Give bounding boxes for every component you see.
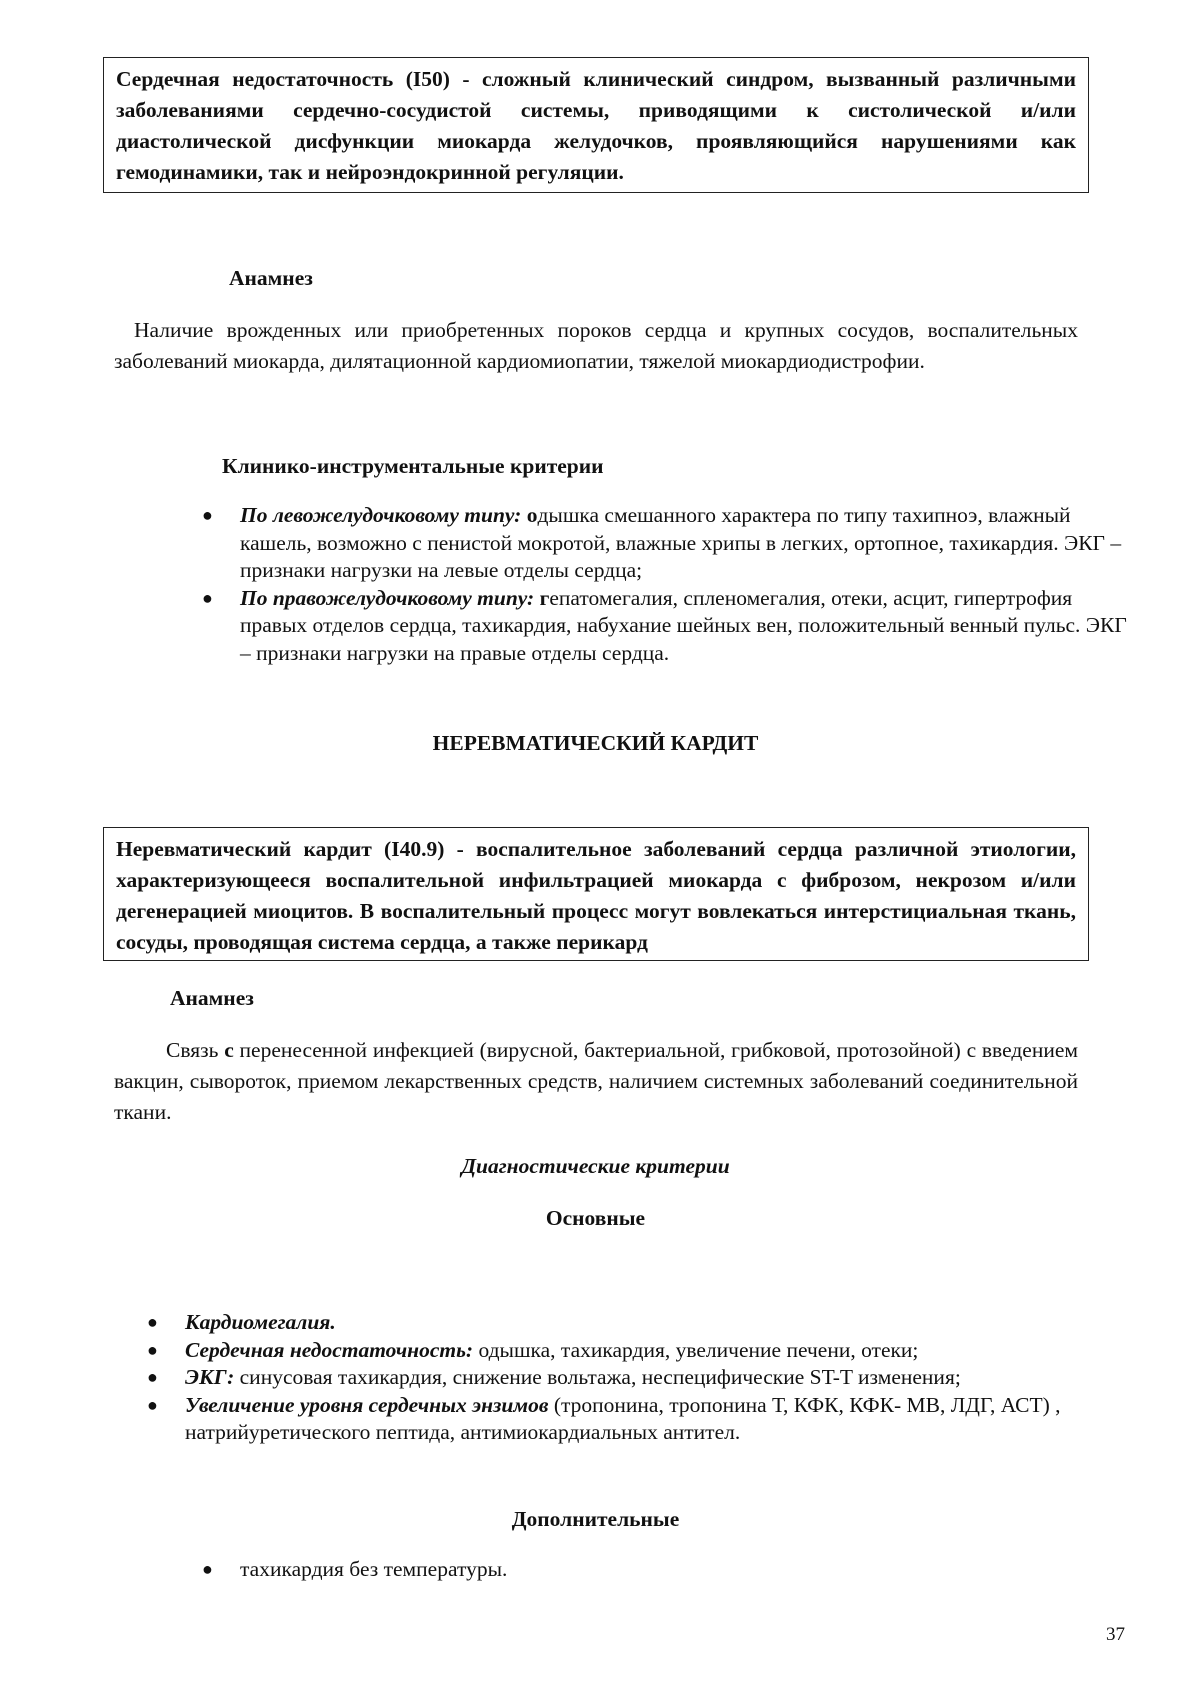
anamnesis-bold: с xyxy=(224,1038,234,1062)
criterion-label: Сердечная недостаточность: xyxy=(185,1337,474,1362)
bullet-icon: ● xyxy=(147,1367,158,1387)
list-item xyxy=(202,1556,1102,1584)
carditis-anamnesis-text xyxy=(114,1035,1078,1128)
carditis-anamnesis-title: Анамнез xyxy=(170,986,254,1010)
list-item xyxy=(147,1392,1127,1447)
list-item xyxy=(147,1309,1127,1337)
heart-failure-criteria-list xyxy=(202,502,1142,667)
bullet-icon: ● xyxy=(202,1559,213,1579)
page-number: 37 xyxy=(1106,1624,1125,1645)
heart-failure-anamnesis-title: Анамнез xyxy=(229,266,313,290)
criterion-label: ЭКГ: xyxy=(185,1365,235,1389)
bullet-icon: ● xyxy=(202,505,213,525)
criterion-text: одышка, тахикардия, увеличение печени, отеки; xyxy=(473,1337,919,1362)
bullet-icon: ● xyxy=(202,587,213,608)
bullet-icon: ● xyxy=(147,1339,158,1360)
bullet-icon: ● xyxy=(147,1394,158,1415)
anamnesis-rest: перенесенной инфекцией (вирусной, бактериальной, грибковой, протозойной) с введением вакцин, сывороток, приемом лекарственных средств, наличием системных заболеваний соединительной ткани. xyxy=(114,1038,1078,1124)
clinical-criteria-title: Клинико-инструментальные критерии xyxy=(222,454,604,478)
diagnostic-criteria-title: Диагностические критерии xyxy=(461,1154,730,1178)
heart-failure-definition: Сердечная недостаточность (I50) - сложный клинический синдром, вызванный различными заболеваниями сердечно-сосудистой системы, приводящими к систолической и/или диастолической дисфункции миокарда желудочков, проявляющийся нарушениями как гемодинамики, так и нейроэндокринной регуляции. xyxy=(116,67,1076,184)
carditis-definition: Неревматический кардит (I40.9) - воспалительное заболеваний сердца различной этиологии, характеризующееся воспалительной инфильтрацией миокарда с фиброзом, некрозом и/или дегенерацией миоцитов. В воспалительный процесс могут вовлекаться интерстициальная ткань, сосуды, проводящая система сердца, а также перикард xyxy=(116,837,1076,954)
section-title: НЕРЕВМАТИЧЕСКИЙ КАРДИТ xyxy=(432,731,759,755)
heart-failure-anamnesis-text: Наличие врожденных или приобретенных пороков сердца и крупных сосудов, воспалительных заболеваний миокарда, дилятационной кардиомиопатии, тяжелой миокардиодистрофии. xyxy=(114,318,1078,373)
additional-criteria-list xyxy=(202,1556,1102,1584)
criterion-text: (тропонина, тропонина Т, КФК, КФК- МВ, ЛДГ, АСТ) , натрийуретического пептида, антимиокардиальных антител. xyxy=(185,1392,1061,1444)
additional-criteria-title: Дополнительные xyxy=(511,1507,680,1531)
criterion-initial: о xyxy=(526,503,538,527)
criterion-label: По правожелудочковому типу: xyxy=(240,585,535,610)
bullet-icon: ● xyxy=(147,1312,158,1332)
list-item xyxy=(147,1337,1127,1365)
main-criteria-list xyxy=(147,1309,1127,1447)
main-criteria-title: Основные xyxy=(545,1206,646,1230)
criterion-text: тахикардия без температуры. xyxy=(240,1557,508,1581)
list-item xyxy=(147,1364,1127,1392)
criterion-label: Увеличение уровня сердечных энзимов xyxy=(185,1392,549,1417)
criterion-label: По левожелудочковому типу: xyxy=(240,503,522,527)
heart-failure-definition-box xyxy=(103,57,1089,193)
criterion-initial: г xyxy=(539,585,550,610)
criterion-label: Кардиомегалия. xyxy=(185,1310,336,1334)
list-item xyxy=(202,502,1142,585)
anamnesis-start: Связь xyxy=(166,1038,225,1062)
carditis-definition-box xyxy=(103,827,1089,961)
criterion-text: епатомегалия, спленомегалия, отеки, асцит, гипертрофия правых отделов сердца, тахикардия, набухание шейных вен, положительный венный пульс. ЭКГ – признаки нагрузки на правые отделы сердца. xyxy=(240,585,1127,665)
criterion-text: синусовая тахикардия, снижение вольтажа, неспецифические ST-T изменения; xyxy=(234,1365,961,1389)
list-item xyxy=(202,585,1142,668)
criterion-text: дышка смешанного характера по типу тахипноэ, влажный кашель, возможно с пенистой мокротой, влажные хрипы в легких, ортопное, тахикардия. ЭКГ – признаки нагрузки на левые отделы сердца; xyxy=(240,503,1122,582)
